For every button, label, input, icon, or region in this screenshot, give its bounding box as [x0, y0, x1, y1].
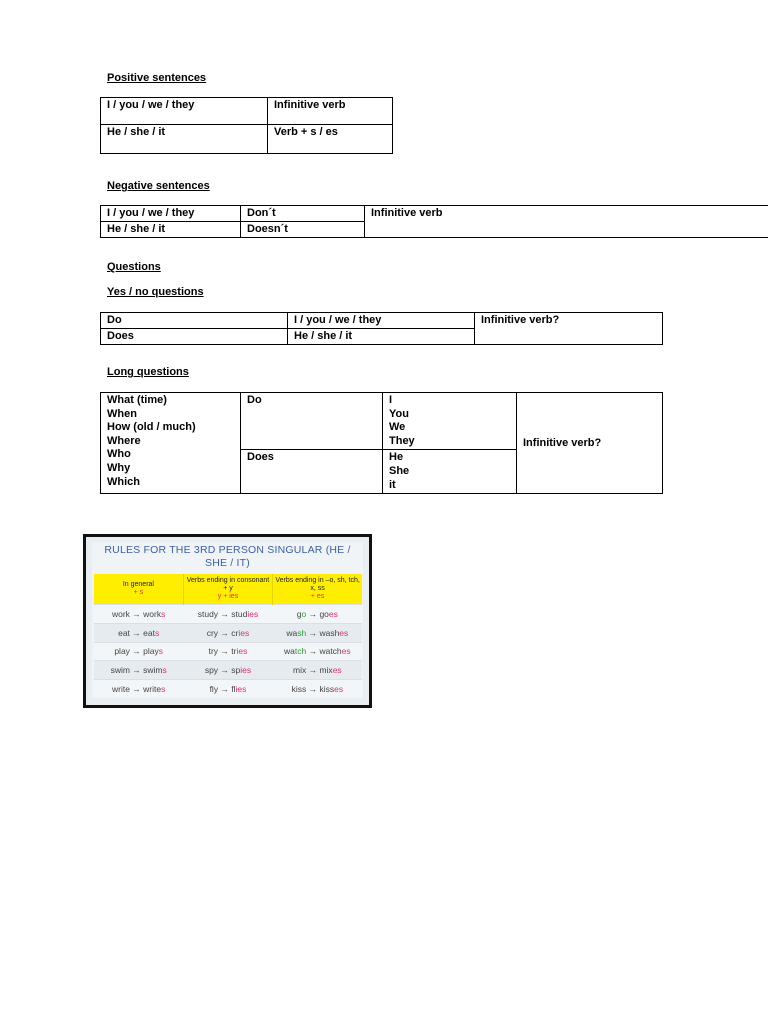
base-verb: work	[111, 608, 130, 619]
conjugated-verb: cries	[231, 627, 250, 638]
conjugated-verb: plays	[143, 646, 163, 657]
long-verb-cell: Infinitive verb?	[517, 393, 663, 494]
subjects-does-cell	[383, 450, 517, 494]
negative-verb-cell: Infinitive verb	[365, 206, 768, 238]
wh-words-cell	[101, 393, 241, 494]
base-verb: spy	[204, 665, 219, 676]
yesno-aux-cell: Does	[101, 329, 288, 345]
rules-image	[83, 534, 372, 708]
rules-header	[273, 574, 362, 605]
base-verb: cry	[206, 627, 219, 638]
subjects-do-cell	[383, 393, 517, 450]
negative-aux-cell: Don´t	[241, 206, 365, 222]
long-questions-heading: Long questions	[107, 366, 189, 378]
positive-subject-cell: He / she / it	[101, 125, 268, 154]
conjugated-verb: mixes	[319, 665, 342, 676]
questions-heading: Questions	[107, 261, 161, 273]
conjugated-verb: works	[143, 608, 166, 619]
negative-subject-cell: He / she / it	[101, 222, 241, 238]
conjugated-verb: studies	[231, 608, 259, 619]
wh-word: Which	[107, 475, 140, 488]
base-verb: go	[296, 608, 307, 619]
rules-cell	[273, 605, 362, 624]
base-verb: write	[111, 684, 130, 695]
rules-table	[94, 574, 362, 698]
aux-does-cell: Does	[241, 450, 383, 494]
yesno-heading: Yes / no questions	[107, 286, 204, 298]
rules-row	[94, 642, 362, 661]
rules-row	[94, 661, 362, 680]
arrow-icon: →	[129, 684, 144, 695]
rules-cell	[94, 680, 183, 698]
base-verb: play	[114, 646, 130, 657]
subject: They	[389, 434, 415, 447]
rules-header-main: In general	[122, 581, 154, 588]
rules-row	[94, 605, 362, 624]
yesno-table	[100, 312, 663, 345]
positive-verb-cell: Infinitive verb	[268, 98, 393, 125]
negative-heading: Negative sentences	[107, 180, 210, 192]
rules-title-line: RULES FOR THE 3RD PERSON SINGULAR (HE /	[104, 544, 351, 556]
positive-heading: Positive sentences	[107, 72, 207, 84]
base-verb: wash	[286, 627, 307, 638]
rules-title	[92, 544, 363, 570]
subject: We	[389, 421, 406, 434]
subject: He	[389, 451, 404, 464]
yesno-subject-cell: He / she / it	[288, 329, 475, 345]
rules-body	[94, 605, 362, 698]
rules-row	[94, 680, 362, 698]
yesno-subject-cell: I / you / we / they	[288, 313, 475, 329]
rules-title-line: SHE / IT)	[205, 557, 250, 569]
wh-word: Why	[107, 461, 131, 474]
arrow-icon: →	[306, 627, 320, 638]
arrow-icon: →	[129, 608, 144, 619]
rules-header-main: Verbs ending in –o, sh, tch, x, ss	[275, 577, 360, 592]
conjugated-verb: writes	[143, 684, 166, 695]
arrow-icon: →	[129, 646, 144, 657]
conjugated-verb: swims	[143, 665, 167, 676]
rules-header	[94, 574, 183, 605]
negative-aux-cell: Doesn´t	[241, 222, 365, 238]
wh-word: What (time)	[107, 394, 167, 406]
rules-cell	[183, 680, 272, 698]
base-verb: swim	[110, 665, 130, 676]
base-verb: watch	[284, 646, 307, 657]
wh-word: Where	[107, 434, 141, 447]
base-verb: kiss	[291, 684, 307, 695]
base-verb: mix	[292, 665, 307, 676]
subject: I	[389, 394, 393, 406]
positive-subject-cell: I / you / we / they	[101, 98, 268, 125]
arrow-icon: →	[129, 627, 144, 638]
rules-cell	[273, 661, 362, 680]
conjugated-verb: spies	[231, 665, 252, 676]
arrow-icon: →	[306, 646, 320, 657]
rules-cell	[183, 605, 272, 624]
rules-header-sub: + es	[310, 593, 325, 600]
arrow-icon: →	[129, 665, 144, 676]
conjugated-verb: kisses	[319, 684, 344, 695]
conjugated-verb: flies	[231, 684, 247, 695]
subject: You	[389, 407, 409, 420]
rules-cell	[94, 642, 183, 661]
wh-word: When	[107, 407, 137, 420]
rules-cell	[273, 623, 362, 642]
rules-cell	[183, 623, 272, 642]
arrow-icon: →	[218, 665, 232, 676]
rules-row	[94, 623, 362, 642]
rules-header-main: Verbs ending in consonant + y	[186, 577, 270, 592]
rules-header-sub: + s	[133, 589, 144, 596]
rules-cell	[183, 642, 272, 661]
conjugated-verb: washes	[319, 627, 349, 638]
base-verb: try	[208, 646, 219, 657]
subject: She	[389, 464, 410, 477]
rules-cell	[94, 623, 183, 642]
positive-verb-cell: Verb + s / es	[268, 125, 393, 154]
rules-cell	[94, 605, 183, 624]
rules-header	[183, 574, 272, 605]
long-questions-table	[100, 392, 663, 494]
base-verb: fly	[209, 684, 219, 695]
arrow-icon: →	[218, 608, 232, 619]
wh-word: How (old / much)	[107, 421, 196, 434]
arrow-icon: →	[306, 684, 320, 695]
base-verb: eat	[118, 627, 130, 638]
arrow-icon: →	[218, 646, 232, 657]
negative-subject-cell: I / you / we / they	[101, 206, 241, 222]
rules-panel	[92, 542, 363, 697]
rules-cell	[183, 661, 272, 680]
aux-do-cell: Do	[241, 393, 383, 450]
positive-table	[100, 97, 393, 154]
arrow-icon: →	[306, 665, 320, 676]
arrow-icon: →	[306, 608, 320, 619]
conjugated-verb: watches	[319, 646, 351, 657]
subject: it	[389, 478, 396, 491]
yesno-aux-cell: Do	[101, 313, 288, 329]
rules-cell	[273, 680, 362, 698]
rules-header-sub: y + ies	[217, 593, 239, 600]
rules-cell	[273, 642, 362, 661]
conjugated-verb: goes	[319, 608, 338, 619]
rules-cell	[94, 661, 183, 680]
yesno-verb-cell: Infinitive verb?	[475, 313, 663, 345]
negative-table	[100, 205, 768, 238]
arrow-icon: →	[218, 684, 232, 695]
conjugated-verb: tries	[231, 646, 248, 657]
arrow-icon: →	[218, 627, 232, 638]
base-verb: study	[197, 608, 219, 619]
conjugated-verb: eats	[143, 627, 160, 638]
wh-word: Who	[107, 448, 131, 461]
